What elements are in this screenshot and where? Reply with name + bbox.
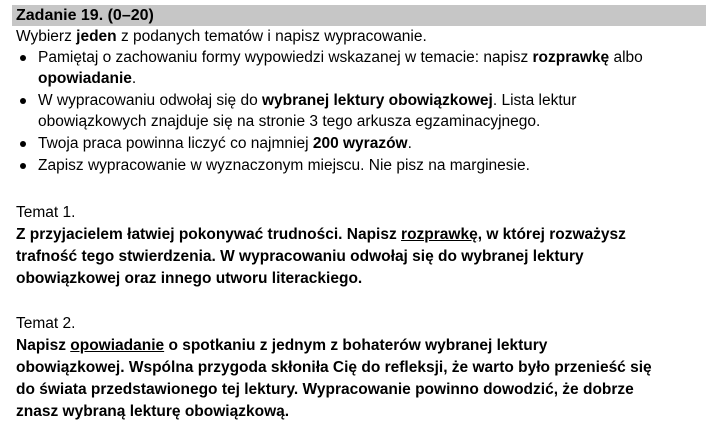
topic-2-line-4: znasz wybraną lekturę obowiązkową. [16, 403, 290, 420]
bullet-1-mid: albo [609, 49, 643, 66]
topic-2-label: Temat 2. [16, 315, 76, 332]
intro-text-bold: jeden [76, 28, 117, 45]
topic-1-line-1 [16, 225, 626, 245]
bullet-1-bold-2: opowiadanie [38, 70, 132, 87]
topic-1-label: Temat 1. [16, 204, 76, 221]
bullet-1-text: Pamiętaj o zachowaniu formy wypowiedzi wskazanej w temacie: napisz [38, 49, 533, 66]
bullet-1-end: . [131, 70, 137, 87]
bullet-3-bold: 200 wyrazów [312, 135, 408, 152]
bullet-2-end: . Lista lektur [492, 92, 577, 109]
topic-2-text-b: o spotkaniu z jednym z bohaterów wybranej lektury [164, 337, 548, 354]
bullet-2-text: W wypracowaniu odwołaj się do [38, 92, 262, 109]
task-title: Zadanie 19. (0–20) [16, 7, 154, 24]
intro-text-post: z podanych tematów i napisz wypracowanie. [116, 28, 427, 45]
topic-1-text-b: , w której rozważysz [477, 226, 626, 243]
bullet-dot [20, 98, 26, 104]
bullet-dot [20, 163, 26, 169]
topic-1-underlined: rozprawkę [401, 226, 478, 243]
topic-1-line-3: obowiązkowej oraz innego utworu literackiego. [16, 270, 363, 287]
bullet-1-bold-1: rozprawkę [532, 49, 610, 66]
bullet-1-line-2 [38, 69, 136, 89]
intro-line [16, 27, 427, 47]
topic-1-line-2: trafność tego stwierdzenia. W wypracowaniu odwołaj się do wybranej lektury [16, 248, 584, 265]
intro-text-pre: Wybierz [16, 28, 77, 45]
bullet-2-bold: wybranej lektury obowiązkowej [262, 92, 493, 109]
bullet-4-line: Zapisz wypracowanie w wyznaczonym miejscu. Nie pisz na marginesie. [38, 157, 530, 174]
topic-2-text-a: Napisz [16, 337, 71, 354]
bullet-2-line-1 [38, 91, 576, 111]
bullet-dot [20, 141, 26, 147]
bullet-2-line-2: obowiązkowych znajduje się na stronie 3 tego arkusza egzaminacyjnego. [38, 113, 541, 130]
bullet-3-text: Twoja praca powinna liczyć co najmniej [38, 135, 313, 152]
topic-2-line-3: do świata przedstawionego tej lektury. Wypracowanie powinno dowodzić, że dobrze [16, 381, 634, 398]
bullet-3-end: . [407, 135, 412, 152]
topic-2-line-1 [16, 336, 547, 356]
bullet-1-line-1 [38, 48, 643, 68]
bullet-dot [20, 55, 26, 61]
topic-2-line-2: obowiązkowej. Wspólna przygoda skłoniła Cię do refleksji, że warto było przenieść się [16, 359, 652, 376]
topic-1-text-a: Z przyjacielem łatwiej pokonywać trudności. Napisz [16, 226, 402, 243]
topic-2-underlined: opowiadanie [70, 337, 165, 354]
task-header-bar [12, 5, 706, 26]
bullet-3-line [38, 134, 412, 154]
